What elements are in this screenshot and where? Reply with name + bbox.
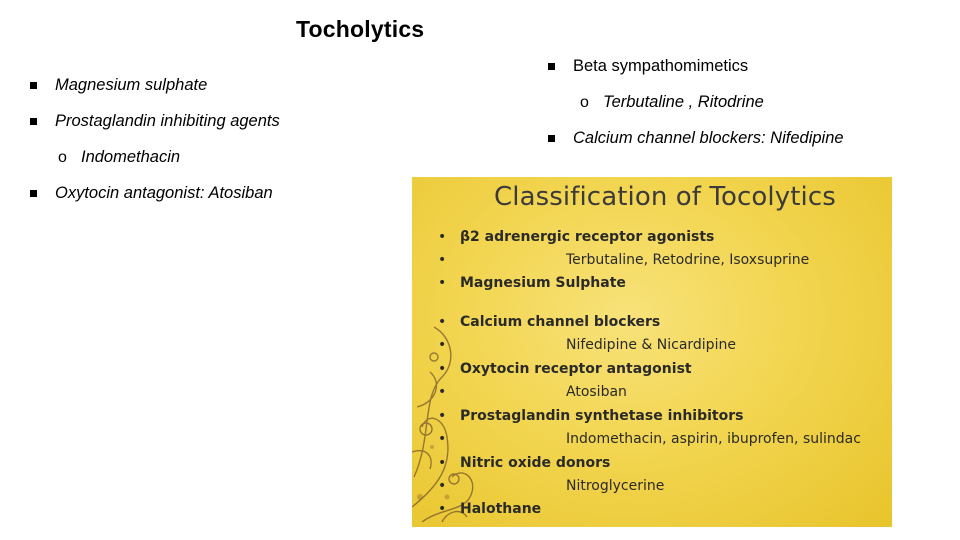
class-drugs: Indomethacin, aspirin, ibuprofen, sulindac xyxy=(566,431,861,447)
class-drugs: Nitroglycerine xyxy=(566,478,665,494)
class-row xyxy=(438,478,665,494)
bullet-dot-icon: • xyxy=(438,455,447,471)
square-bullet-icon xyxy=(30,190,37,197)
bullet-dot-icon: • xyxy=(438,431,447,447)
sub-item-terbutaline xyxy=(580,93,764,112)
bullet-dot-icon: • xyxy=(438,361,447,377)
bullet-dot-icon: • xyxy=(438,337,447,353)
image-title: Classification of Tocolytics xyxy=(494,182,836,212)
classification-image xyxy=(412,177,892,527)
class-row xyxy=(438,384,627,400)
square-bullet-icon xyxy=(30,118,37,125)
bullet-dot-icon: • xyxy=(438,384,447,400)
class-row xyxy=(438,275,626,291)
bullet-dot-icon: • xyxy=(438,275,447,291)
square-bullet-icon xyxy=(30,82,37,89)
bullet-dot-icon: • xyxy=(438,501,447,517)
class-heading: Calcium channel blockers xyxy=(460,314,661,330)
class-row xyxy=(438,455,610,471)
class-heading: Nitric oxide donors xyxy=(460,455,611,471)
class-row xyxy=(438,229,714,245)
square-bullet-icon xyxy=(548,135,555,142)
class-row xyxy=(438,361,692,377)
class-row xyxy=(438,501,541,517)
class-heading: Prostaglandin synthetase inhibitors xyxy=(460,408,744,424)
sub-item-indomethacin xyxy=(58,148,180,167)
class-drugs: Terbutaline, Retodrine, Isoxsuprine xyxy=(566,252,810,268)
list-item-prostaglandin xyxy=(30,112,280,131)
class-row xyxy=(438,314,660,330)
class-heading: β2 adrenergic receptor agonists xyxy=(460,229,715,245)
class-heading: Oxytocin receptor antagonist xyxy=(460,361,692,377)
bullet-dot-icon: • xyxy=(438,252,447,268)
class-heading: Magnesium Sulphate xyxy=(460,275,626,291)
class-heading: Halothane xyxy=(460,501,542,517)
bullet-dot-icon: • xyxy=(438,229,447,245)
circle-bullet-icon: o xyxy=(580,93,589,111)
class-row xyxy=(438,337,736,353)
list-item-calcium xyxy=(548,129,844,148)
class-drugs: Atosiban xyxy=(566,384,627,400)
class-drugs: Nifedipine & Nicardipine xyxy=(566,337,736,353)
list-item-text: Beta sympathomimetics xyxy=(573,57,749,75)
list-item-text: Calcium channel blockers: Nifedipine xyxy=(573,129,844,147)
class-row xyxy=(438,431,861,447)
list-item-text: Indomethacin xyxy=(81,148,181,166)
bullet-dot-icon: • xyxy=(438,478,447,494)
list-item-text: Oxytocin antagonist: Atosiban xyxy=(55,184,273,202)
bullet-dot-icon: • xyxy=(438,408,447,424)
class-row xyxy=(438,408,743,424)
list-item-beta xyxy=(548,57,748,76)
circle-bullet-icon: o xyxy=(58,148,67,166)
list-item-text: Terbutaline , Ritodrine xyxy=(603,93,764,111)
slide-title: Tocholytics xyxy=(296,16,425,42)
bullet-dot-icon: • xyxy=(438,314,447,330)
list-item-text: Prostaglandin inhibiting agents xyxy=(55,112,280,130)
square-bullet-icon xyxy=(548,63,555,70)
class-row xyxy=(438,252,810,268)
list-item-oxytocin xyxy=(30,184,273,203)
list-item-text: Magnesium sulphate xyxy=(55,76,208,94)
list-item-magnesium xyxy=(30,76,207,95)
